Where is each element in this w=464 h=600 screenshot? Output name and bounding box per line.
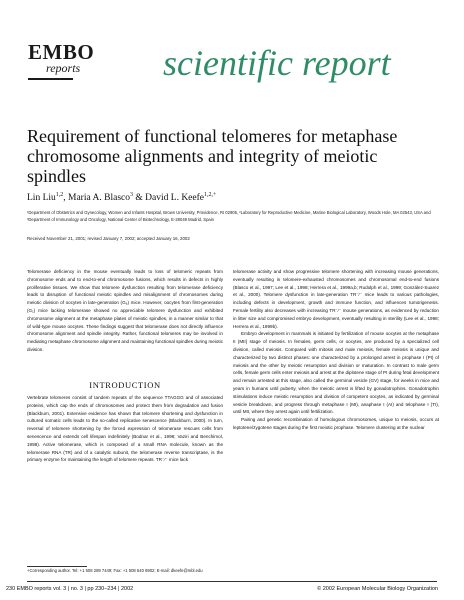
author-name: Maria A. Blasco xyxy=(68,193,131,204)
article-title: Requirement of functional telomeres for metaphase chromosome alignments and integrity of meiotic spindles xyxy=(27,126,398,186)
author-affiliation-marker: 1,2,+ xyxy=(204,192,217,198)
footer-citation: 230 EMBO reports vol. 3 | no. 3 | pp 230–234 | 2002 xyxy=(6,586,134,592)
footer-copyright: © 2002 European Molecular Biology Organization xyxy=(317,586,438,592)
author-name: Lin Liu xyxy=(27,193,56,204)
introduction-paragraph: Vertebrate telomeres consist of tandem repeats of the sequence TTAGGG and of associated proteins, which cap the ends of chromosomes and protect them from degradation and fusion (Blackburn, 2001). Extensive evidence has shown that telomere shortening and dysfunction in cultured somatic cells leads to the so-called replicative senescence (Blackburn, 2000). In turn, reversal of telomere shortening by the forced expression of telomerase rescues cells from senescence and extends cell lifespan indefinitely (Bodnar et al., 1998; Vaziri and Benchimol, 1998). Active telomerase, which is composed of a small RNA molecule, known as the telomerase RNA (TR) and of a catalytic subunit, the telomerase reverse transcriptase, is the primary enzyme for maintaining the length of telomere repeats. TR⁻⁄⁻ mice lack xyxy=(27,395,223,463)
section-heading-introduction: INTRODUCTION xyxy=(89,380,161,390)
author-name: David L. Keefe xyxy=(145,193,204,204)
footnote-divider xyxy=(27,566,87,567)
author-list xyxy=(27,192,216,203)
body-paragraph: Pairing and genetic recombination of homologous chromosomes, unique to meiosis, occurs at leptotene/zygotene stages during the first meiotic prophase. Telomere clustering at the nuclear xyxy=(233,417,439,430)
abstract: Telomerase deficiency in the mouse eventually leads to loss of telomeric repeats from chromosome ends and to end-to-end chromosome fusions, which results in defects in highly proliferative tissues. We show that telomere dysfunction resulting from telomerase deficiency leads to disruption of functional meiotic spindles and misalignment of chromosomes during meiotic division of oocytes in late-generation (G₆) mice. However, oocytes from first-generation (G₁) mice lacking telomerase showed no appreciable telomere dysfunction and exhibited chromosome alignment at the metaphase plates of meiotic spindles, in a manner similar to that of wild-type mouse oocytes. These findings suggest that telomerase does not directly influence chromosome alignment and spindle integrity. Rather, functional telomeres may be involved in mediating metaphase chromosome alignment and maintaining functional spindles during meiotic division. xyxy=(27,269,223,352)
corresponding-author-footnote: +Corresponding author. Tel: +1 508 289 7449; Fax: +1 508 540 6902; E-mail: dkeefe@mbl.edu xyxy=(27,568,203,573)
right-column-body xyxy=(233,268,439,432)
author-separator: , xyxy=(63,193,69,204)
body-paragraph: telomerase activity and show progressive telomere shortening with increasing mouse generations, eventually resulting in telomere-exhausted chromosomes and chromosomal end-to-end fusions (Blasco et al., 1997; Lee et al., 1998; Herrera et al., 1999a,b; Rudolph et al., 1999; González-Suarez et al., 2000). Telomere dysfunction in late-generation TR⁻⁄⁻ mice leads to various pathologies, including defects in development, growth and immune function, and influences tumorigenesis. Female fertility also decreases with increasing TR⁻⁄⁻ mouse generations, as evidenced by reduction in litter size and compromised embryo development, eventually resulting in sterility (Lee et al., 1998; Herrera et al., 1999b). xyxy=(233,269,439,329)
footer-divider xyxy=(27,581,437,582)
author-affiliation-marker: 1,2 xyxy=(55,192,64,198)
author-separator: & xyxy=(133,193,146,204)
received-dates: Received November 21, 2001; revised January 7, 2002; accepted January 16, 2002 xyxy=(27,236,190,241)
article-type-heading: scientific report xyxy=(163,43,391,83)
journal-logo-embo: EMBO xyxy=(28,40,95,64)
body-paragraph: Embryo development in mammals is initiated by fertilization of mouse oocytes at the metaphase II (MII) stage of meiosis. In females, germ cells, or oocytes, are produced by a specialized cell division, called meiosis. Compared with mitosis and male meiosis, female meiosis is unique and characterized by two distinct phases: one characterized by a prolonged arrest in prophase I (PI) of meiosis and the other by meiotic resumption and division or maturation. In contrast to male germ cells, female germ cells enter meiosis and arrest at the diplotene stage of PI during fetal development and remain arrested at this stage, also called the germinal vesicle (GV) stage, for weeks in mice and years in humans until puberty, when the meiotic arrest is lifted by gonadotrophins. Gonadotrophin stimulations induce meiotic resumption and division of competent oocytes, as indicated by germinal vesicle breakdown, and progress through metaphase I (MI), anaphase I (AI) and telophase I (TI), until MII, where they arrest again until fertilization. xyxy=(233,331,439,415)
journal-logo-reports: reports xyxy=(46,61,81,75)
logo-underline xyxy=(28,78,73,80)
author-affiliation-marker: 3 xyxy=(130,192,134,198)
author-affiliations: ¹Department of Obstetrics and Gynecology, Women and Infants Hospital, Brown University, Providence, RI 02905, ²Laboratory for Reproductive Medicine, Marine Biological Laboratory, Woods Hole, MA 02543, USA and ³Department of Immunology and Oncology, National Center of Biotechnology, E-28049 Madrid, Spain xyxy=(27,210,431,222)
